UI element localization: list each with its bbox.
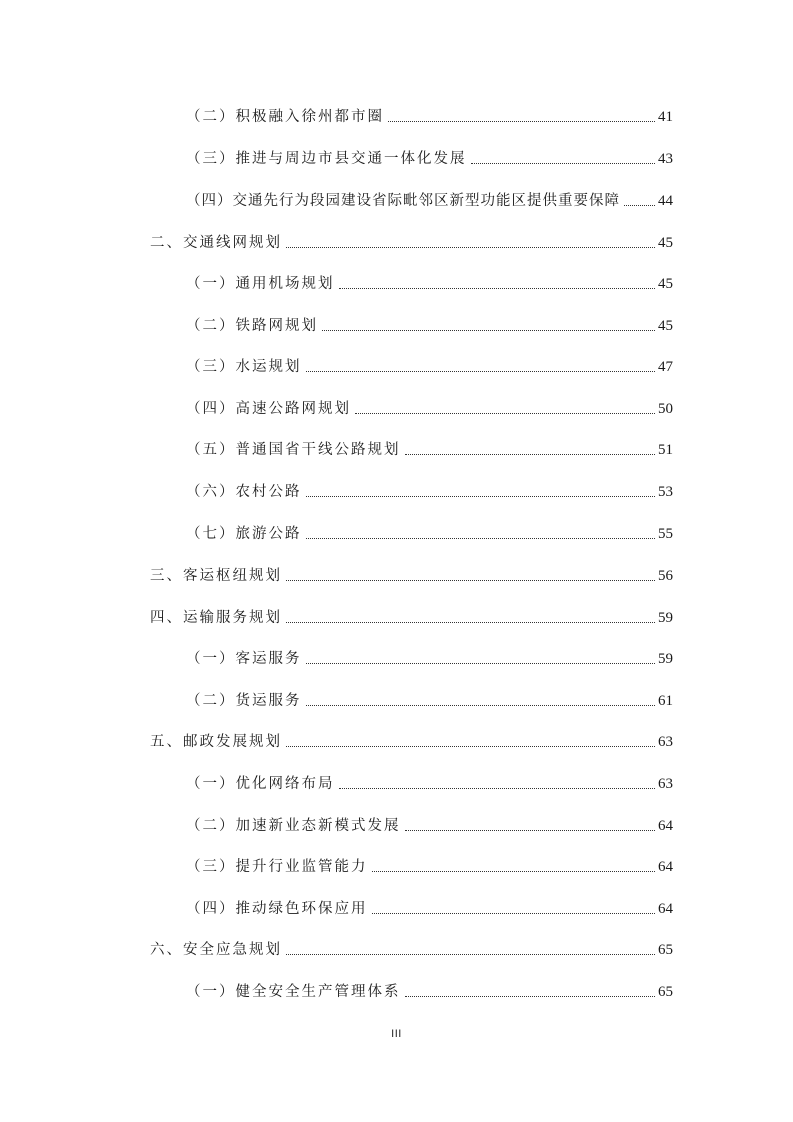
toc-entry-page: 41 <box>658 109 673 125</box>
dot-leader <box>405 996 656 997</box>
dot-leader <box>286 580 655 581</box>
dot-leader <box>388 121 655 122</box>
toc-entry[interactable] <box>186 435 673 459</box>
toc-entry[interactable] <box>186 852 673 876</box>
dot-leader <box>322 330 655 331</box>
dot-leader <box>405 830 656 831</box>
toc-entry[interactable] <box>186 186 673 210</box>
toc-entry-label: （一）客运服务 <box>186 651 302 667</box>
dot-leader <box>286 247 655 248</box>
dot-leader <box>306 496 656 497</box>
dot-leader <box>306 371 656 372</box>
toc-entry-page: 47 <box>658 359 673 375</box>
toc-entry-label: （四）高速公路网规划 <box>186 401 351 417</box>
dot-leader <box>306 705 656 706</box>
toc-entry[interactable] <box>150 935 673 959</box>
toc-entry-label: （五）普通国省干线公路规划 <box>186 442 401 458</box>
toc-entry[interactable] <box>186 144 673 168</box>
toc-entry-label: 四、运输服务规划 <box>150 610 282 626</box>
toc-entry-label: （四）推动绿色环保应用 <box>186 901 368 917</box>
dot-leader <box>286 954 655 955</box>
toc-entry-label: （四）交通先行为段园建设省际毗邻区新型功能区提供重要保障 <box>186 193 620 209</box>
dot-leader <box>286 622 655 623</box>
dot-leader <box>372 913 656 914</box>
dot-leader <box>306 663 656 664</box>
toc-entry[interactable] <box>186 977 673 1001</box>
toc-entry-page: 45 <box>658 276 673 292</box>
toc-entry[interactable] <box>186 269 673 293</box>
toc-entry-page: 53 <box>658 484 673 500</box>
toc-entry-page: 64 <box>658 818 673 834</box>
toc-entry-page: 51 <box>658 442 673 458</box>
toc-entry-label: （三）提升行业监管能力 <box>186 859 368 875</box>
toc-entry-label: （三）推进与周边市县交通一体化发展 <box>186 151 467 167</box>
toc-entry-page: 44 <box>658 193 673 209</box>
toc-entry[interactable] <box>186 394 673 418</box>
toc-entry-page: 55 <box>658 526 673 542</box>
toc-entry[interactable] <box>150 727 673 751</box>
dot-leader <box>339 288 656 289</box>
toc-entry[interactable] <box>150 561 673 585</box>
toc-entry-label: 六、安全应急规划 <box>150 942 282 958</box>
toc-entry-page: 65 <box>658 942 673 958</box>
toc-entry-page: 59 <box>658 651 673 667</box>
dot-leader <box>306 538 656 539</box>
dot-leader <box>355 413 655 414</box>
toc-entry[interactable] <box>186 519 673 543</box>
toc-entry-page: 59 <box>658 610 673 626</box>
toc-entry[interactable] <box>186 102 673 126</box>
toc-entry-page: 63 <box>658 734 673 750</box>
toc-entry[interactable] <box>186 311 673 335</box>
toc-entry[interactable] <box>186 686 673 710</box>
toc-entry-label: （六）农村公路 <box>186 484 302 500</box>
toc-entry-page: 50 <box>658 401 673 417</box>
dot-leader <box>405 454 656 455</box>
toc-entry[interactable] <box>150 228 673 252</box>
toc-entry-label: （二）货运服务 <box>186 693 302 709</box>
toc-entry[interactable] <box>186 769 673 793</box>
toc-entry-label: （一）健全安全生产管理体系 <box>186 984 401 1000</box>
toc-entry-label: （二）铁路网规划 <box>186 318 318 334</box>
dot-leader <box>372 871 656 872</box>
toc-entry[interactable] <box>186 352 673 376</box>
toc-entry-label: （三）水运规划 <box>186 359 302 375</box>
toc-entry[interactable] <box>186 894 673 918</box>
toc-entry[interactable] <box>186 811 673 835</box>
dot-leader <box>624 205 655 206</box>
toc-entry-page: 64 <box>658 859 673 875</box>
dot-leader <box>339 788 656 789</box>
toc-entry[interactable] <box>186 477 673 501</box>
toc-entry-label: （一）通用机场规划 <box>186 276 335 292</box>
toc-entry-label: 五、邮政发展规划 <box>150 734 282 750</box>
dot-leader <box>286 746 655 747</box>
page-number: III <box>391 1028 402 1040</box>
toc-entry[interactable] <box>186 644 673 668</box>
toc-entry-page: 45 <box>658 235 673 251</box>
toc-entry-page: 45 <box>658 318 673 334</box>
toc-entry-label: 三、客运枢纽规划 <box>150 568 282 584</box>
toc-entry-label: （二）加速新业态新模式发展 <box>186 818 401 834</box>
toc-entry[interactable] <box>150 603 673 627</box>
toc-entry-page: 63 <box>658 776 673 792</box>
toc-entry-label: （七）旅游公路 <box>186 526 302 542</box>
dot-leader <box>471 163 656 164</box>
toc-entry-label: 二、交通线网规划 <box>150 235 282 251</box>
toc-entry-label: （一）优化网络布局 <box>186 776 335 792</box>
toc-entry-page: 43 <box>658 151 673 167</box>
toc-entry-label: （二）积极融入徐州都市圈 <box>186 109 384 125</box>
toc-entry-page: 65 <box>658 984 673 1000</box>
toc-entry-page: 56 <box>658 568 673 584</box>
toc-entry-page: 64 <box>658 901 673 917</box>
toc-entry-page: 61 <box>658 693 673 709</box>
